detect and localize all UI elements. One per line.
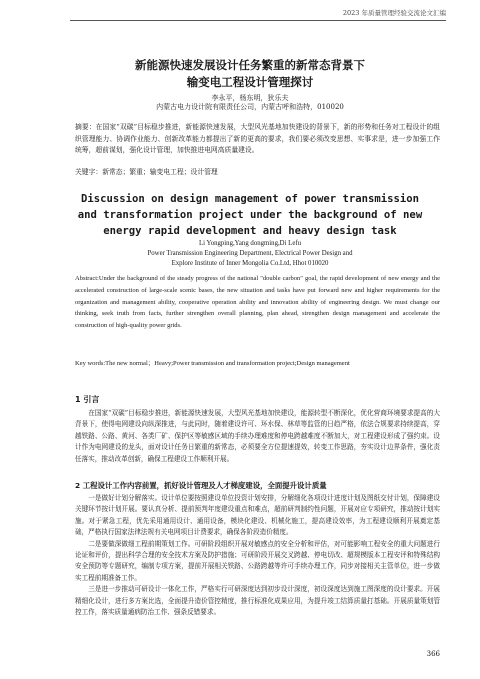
en-affiliation [60,249,440,268]
running-header: 2023 年质量管理经验交流论文汇编 [342,9,446,17]
page-number: 366 [426,650,440,658]
en-authors: Li Yongping,Yang dongming,Di Lefu [198,240,302,247]
cn-authors: 李永平，杨东明，狄乐夫 [211,94,289,102]
en-affiliation-line1: Power Transmission Engineering Department, Electrical Power Design and [147,250,353,257]
en-abstract-text: Under the background of the steady progress of the national "double carbon" goal, the rapid development of new energy and the accelerated construction of large-scale scenic bases, the new situation and tasks have put forward new and higher requirements for the organization and management ability, cooperative operation ability and innovation ability of engineering design. We must change our thinking, seek truth from facts, further strengthen overall planning, plan ahead, strengthen design management and accelerate the construction of high-quality power grids. [75,275,440,330]
section-2-heading: 2 工程设计工作内容前置，抓好设计管理及人才梯度建设，全面提升设计质量 [75,481,327,490]
en-abstract [75,273,440,332]
section-2-paragraph-2: 二是要做深做细工程前期策划工作。可研阶段组织开展对敏感点的安全分析和评估，对可能影响工程安全的重大问题进行论证和评价，提出科学合理的安全技术方案及防护措施；可研阶段开展交叉跨越、停电切改、超规模版本工程安评和特殊结构安全预防等专题研究，编制专项方案，提前开展相关铁路、公路跨越等许可手续办理工作，同步对接相关主管单位，进一步做实工程前期准备工作。 [75,539,440,582]
en-keywords-text: The new normal；Heavy;Power transmission and transformation project;Design management [105,360,350,367]
cn-keywords [75,167,440,178]
cn-title [60,57,440,91]
cn-abstract [75,122,440,157]
cn-abstract-label: 摘要： [75,123,96,131]
en-affiliation-line2: Explore Institute of Inner Mongolia Co.Ltd, Hhot 010020 [171,259,329,267]
section-2-paragraph-3: 三是进一步推动可研设计一体化工作，严格实行可研深度达到初步设计深度，初设深度达到施工图深度的设计要求。开展精细化设计，进行多方案比选，全面提升造价管控精度，推行标准化成果应用，为提升竣工结算质量打基础。开展质量策划管控工作，落实质量通病防治工作、强条反错要求。 [75,585,440,617]
en-abstract-label: Abstract: [75,275,99,282]
section-1-heading: 1 引言 [75,395,100,404]
en-title [55,191,445,239]
section-1-paragraph: 在国家“双碳”目标稳步推进，新能源快速发展，大型风光基地加快建设，能源转型不断深化，优化营商环境要求提高的大背景下，使得电网建设向纵深推进，与此同时，随着建设许可、环水保、林草等监管的日趋严格，依法合规要求持续提高，穿越铁路、公路、黄河、各类厂矿、保护区等敏感区域的手续办理难度和停电跨越难度不断加大，对工程建设形成了强约束。设计作为电网建设的龙头，面对设计任务日繁重的新常态，必须要全方位提速提效，转变工作思路，夯实设计边界条件，强化责任落实，推动改革创新，确保工程建设工作顺利开展。 [75,409,440,463]
section-2-body [75,493,440,618]
en-keywords [75,358,440,370]
cn-abstract-text: 在国家“双碳”目标稳步推进，新能源快速发展，大型风光基地加快建设的背景下，新的形势和任务对工程设计的组织管理能力、协调作业能力、创新改革能力都提出了新的更高的要求，我们要必须改变思想、实事求是，进一步加强工作统筹，超前谋划，强化设计管理，加快推进电网高质量建设。 [75,123,440,155]
section-2-paragraph-1: 一是做好计划分解落实。设计单位要按照建设单位投资计划安排，分解细化各项设计进度计划及图纸交付计划，保障建设关键环节按计划开展。要认真分析、提前预判年度建设重点和难点，超前研判制约性问题，开展对应专项研究，推动按计划实施。对于紧急工程，优先采用通用设计、通用设备，模块化建设、机械化施工，提高建设效率，为工程建设顺利开展奠定基础，严格执行国家法律法规有关电网项目计费要求，确保各阶段造价精度。 [75,494,440,537]
section-1-body [75,408,440,465]
cn-title-line2: 输变电工程设计管理探讨 [186,75,314,89]
en-title-line2: and transformation project under the background of new [77,209,423,221]
en-title-line3: energy rapid development and heavy design task [103,225,397,237]
cn-affiliation: 内蒙古电力设计院有限责任公司，内蒙古呼和浩特，010020 [156,103,344,111]
cn-keywords-label: 关键字： [75,168,103,176]
en-keywords-label: Key words: [75,360,106,367]
en-title-line1: Discussion on design management of power transmission [80,193,420,205]
cn-keywords-text: 新常态；繁重；输变电工程；设计管理 [102,168,218,176]
cn-title-line1: 新能源快速发展设计任务繁重的新常态背景下 [135,58,365,72]
header-rule [70,20,446,21]
